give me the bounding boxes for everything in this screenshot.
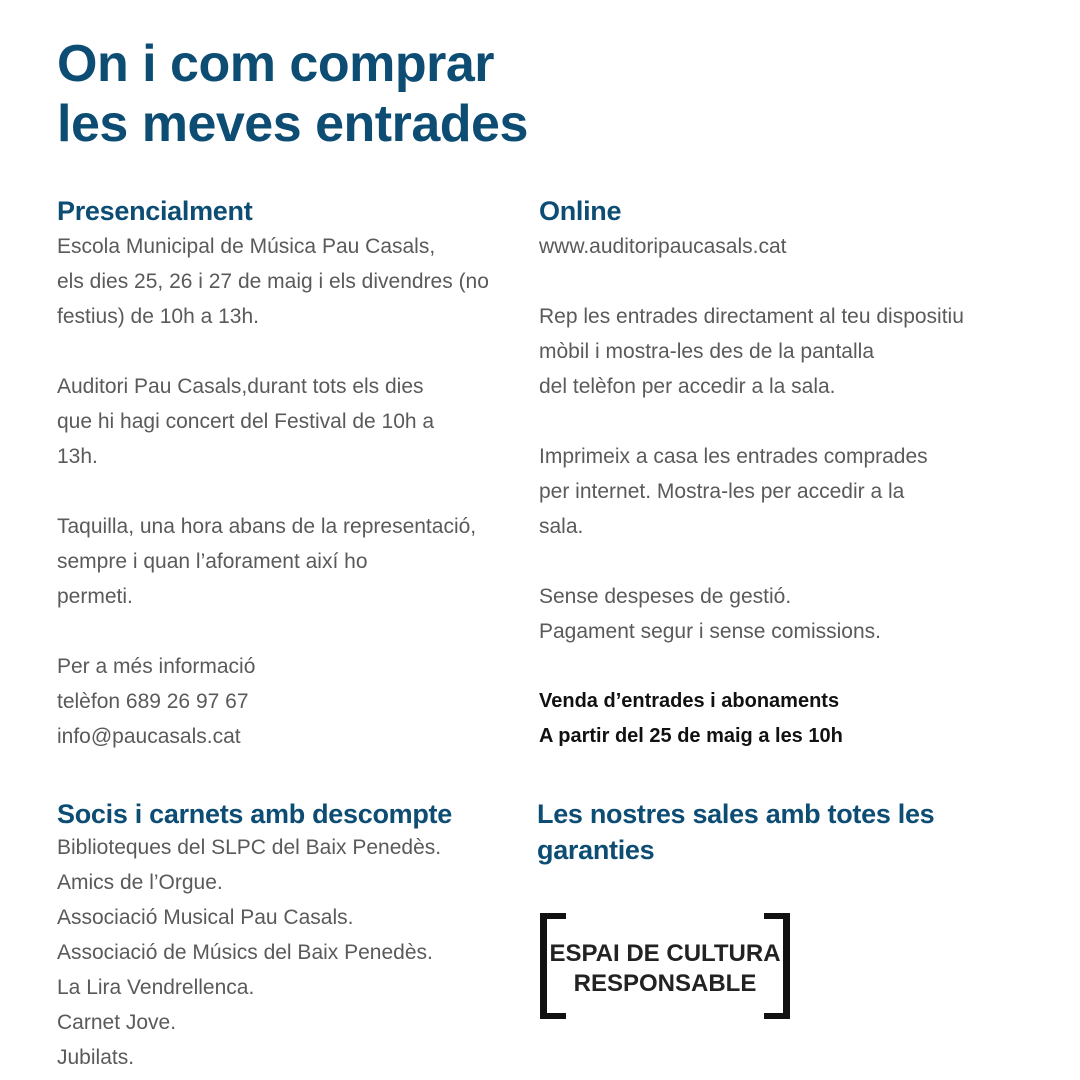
- spacer: [57, 334, 527, 369]
- online-heading: Online: [539, 196, 622, 226]
- text-line: Imprimeix a casa les entrades comprades: [539, 445, 928, 468]
- spacer: [57, 614, 527, 649]
- text-line: Jubilats.: [57, 1046, 135, 1069]
- socis-section: [57, 796, 527, 1075]
- text-line: Associació Musical Pau Casals.: [57, 906, 354, 929]
- text-line: per internet. Mostra-les per accedir a la: [539, 480, 905, 503]
- socis-list: [57, 830, 527, 1075]
- text-line: Carnet Jove.: [57, 1011, 177, 1034]
- spacer: [539, 649, 1019, 684]
- online-body: [539, 229, 1019, 684]
- text-line: que hi hagi concert del Festival de 10h a: [57, 410, 435, 433]
- text-line: 13h.: [57, 445, 98, 468]
- online-sale-info: [539, 684, 1019, 754]
- online-section: [539, 193, 1019, 754]
- text-line: A partir del 25 de maig a les 10h: [539, 725, 843, 747]
- espai-cultura-responsable-logo: [540, 913, 790, 1023]
- text-line: permeti.: [57, 585, 133, 608]
- title-line-2: les meves entrades: [57, 95, 528, 153]
- text-line: els dies 25, 26 i 27 de maig i els divendres (no: [57, 270, 489, 293]
- text-line: Amics de l’Orgue.: [57, 871, 223, 894]
- spacer: [539, 264, 1019, 299]
- spacer: [539, 404, 1019, 439]
- text-line: Per a més informació: [57, 655, 256, 678]
- spacer: [57, 474, 527, 509]
- presencialment-section: [57, 193, 527, 754]
- presencialment-body: [57, 229, 527, 754]
- text-line: Escola Municipal de Música Pau Casals,: [57, 235, 436, 258]
- badge-line-1: ESPAI DE CULTURA: [549, 940, 781, 967]
- text-line: Rep les entrades directament al teu dispositiu: [539, 305, 964, 328]
- text-line: Associació de Músics del Baix Penedès.: [57, 941, 433, 964]
- page-title: [57, 34, 528, 154]
- text-line: Venda d’entrades i abonaments: [539, 690, 840, 712]
- sales-heading: [537, 796, 1017, 868]
- sales-heading-line-2: garanties: [537, 835, 655, 865]
- text-line: mòbil i mostra-les des de la pantalla: [539, 340, 874, 363]
- presencialment-heading: Presencialment: [57, 196, 253, 226]
- text-line: www.auditoripaucasals.cat: [539, 235, 787, 258]
- text-line: telèfon 689 26 97 67: [57, 690, 249, 713]
- text-line: Pagament segur i sense comissions.: [539, 620, 881, 643]
- text-line: sempre i quan l’aforament així ho: [57, 550, 368, 573]
- title-line-1: On i com comprar: [57, 35, 494, 93]
- text-line: Auditori Pau Casals,durant tots els dies: [57, 375, 424, 398]
- socis-heading: Socis i carnets amb descompte: [57, 799, 452, 829]
- text-line: info@paucasals.cat: [57, 725, 241, 748]
- sales-heading-line-1: Les nostres sales amb totes les: [537, 799, 935, 829]
- text-line: sala.: [539, 515, 584, 538]
- text-line: festius) de 10h a 13h.: [57, 305, 259, 328]
- text-line: Sense despeses de gestió.: [539, 585, 792, 608]
- text-line: del telèfon per accedir a la sala.: [539, 375, 836, 398]
- text-line: Taquilla, una hora abans de la representació,: [57, 515, 477, 538]
- badge-line-2: RESPONSABLE: [573, 970, 757, 997]
- text-line: La Lira Vendrellenca.: [57, 976, 255, 999]
- badge-text: [540, 939, 790, 999]
- spacer: [539, 544, 1019, 579]
- sales-section: [537, 796, 1017, 868]
- text-line: Biblioteques del SLPC del Baix Penedès.: [57, 836, 442, 859]
